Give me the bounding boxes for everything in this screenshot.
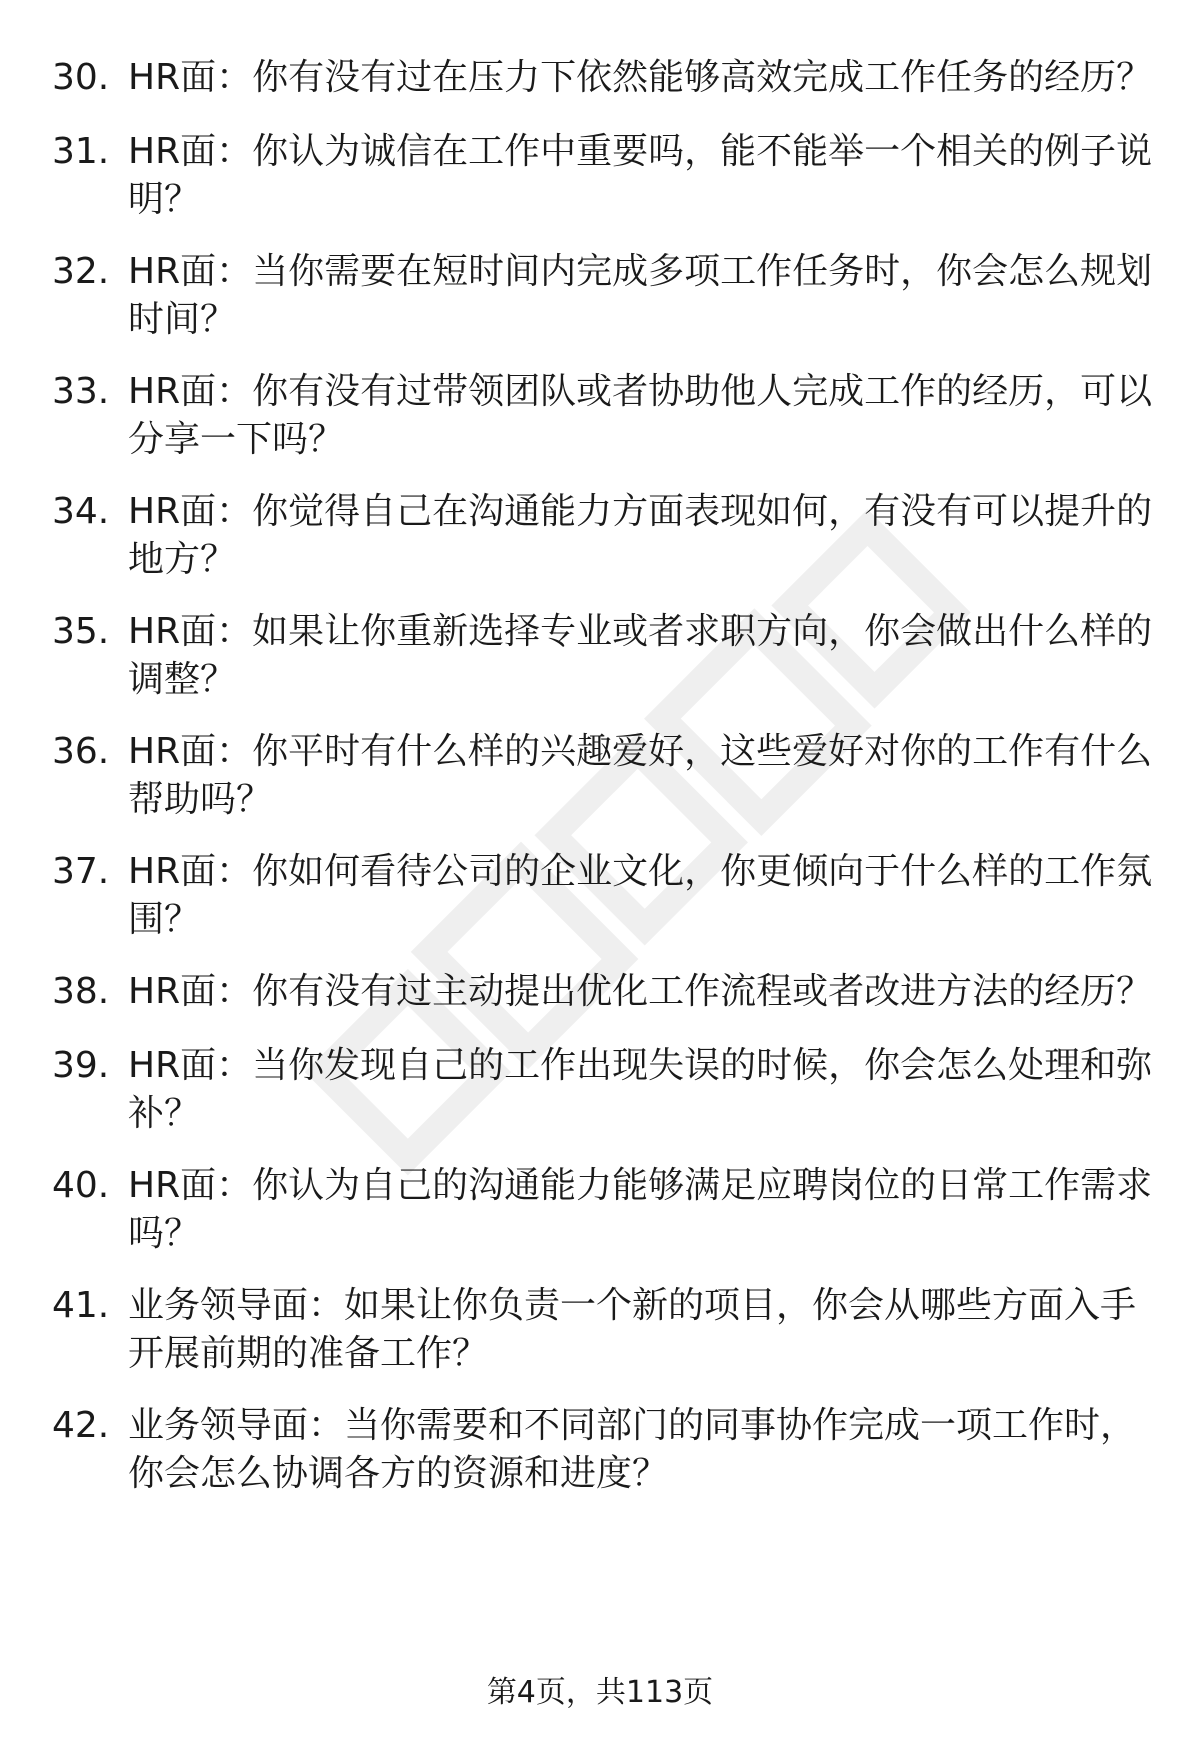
list-item [52,728,1162,824]
item-number: 35. [52,611,110,652]
list-item [52,1402,1162,1498]
list-item [52,608,1162,704]
item-text: HR面：你觉得自己在沟通能力方面表现如何，有没有可以提升的地方？ [128,491,1153,580]
item-text: HR面：你有没有过在压力下依然能够高效完成工作任务的经历？ [128,57,1153,98]
item-text: 业务领导面：当你需要和不同部门的同事协作完成一项工作时，你会怎么协调各方的资源和进度？ [128,1405,1137,1494]
list-item [52,248,1162,344]
list-item [52,968,1162,1016]
item-number: 42. [52,1405,110,1446]
item-number: 40. [52,1165,110,1206]
item-text: HR面：当你需要在短时间内完成多项工作任务时，你会怎么规划时间？ [128,251,1153,340]
item-text: HR面：你认为诚信在工作中重要吗，能不能举一个相关的例子说明？ [128,131,1153,220]
item-number: 31. [52,131,110,172]
item-number: 38. [52,971,110,1012]
list-item [52,1162,1162,1258]
item-number: 37. [52,851,110,892]
list-item [52,128,1162,224]
list-item [52,368,1162,464]
item-number: 33. [52,371,110,412]
item-number: 34. [52,491,110,532]
item-text: HR面：你认为自己的沟通能力能够满足应聘岗位的日常工作需求吗？ [128,1165,1153,1254]
item-text: HR面：你有没有过带领团队或者协助他人完成工作的经历，可以分享一下吗？ [128,371,1153,460]
list-item [52,488,1162,584]
item-text: HR面：你如何看待公司的企业文化，你更倾向于什么样的工作氛围？ [128,851,1153,940]
list-item [52,1042,1162,1138]
list-item [52,848,1162,944]
page-footer [0,1673,1200,1713]
item-text: HR面：如果让你重新选择专业或者求职方向，你会做出什么样的调整？ [128,611,1153,700]
item-number: 30. [52,57,110,98]
item-text: HR面：当你发现自己的工作出现失误的时候，你会怎么处理和弥补？ [128,1045,1153,1134]
item-number: 39. [52,1045,110,1086]
list-item [52,54,1162,102]
list-item [52,1282,1162,1378]
item-number: 36. [52,731,110,772]
item-text: HR面：你有没有过主动提出优化工作流程或者改进方法的经历？ [128,971,1153,1012]
item-text: 业务领导面：如果让你负责一个新的项目，你会从哪些方面入手开展前期的准备工作？ [128,1285,1137,1374]
item-number: 32. [52,251,110,292]
item-text: HR面：你平时有什么样的兴趣爱好，这些爱好对你的工作有什么帮助吗？ [128,731,1153,820]
item-number: 41. [52,1285,110,1326]
page-number-label: 第4页，共113页 [486,1675,714,1710]
